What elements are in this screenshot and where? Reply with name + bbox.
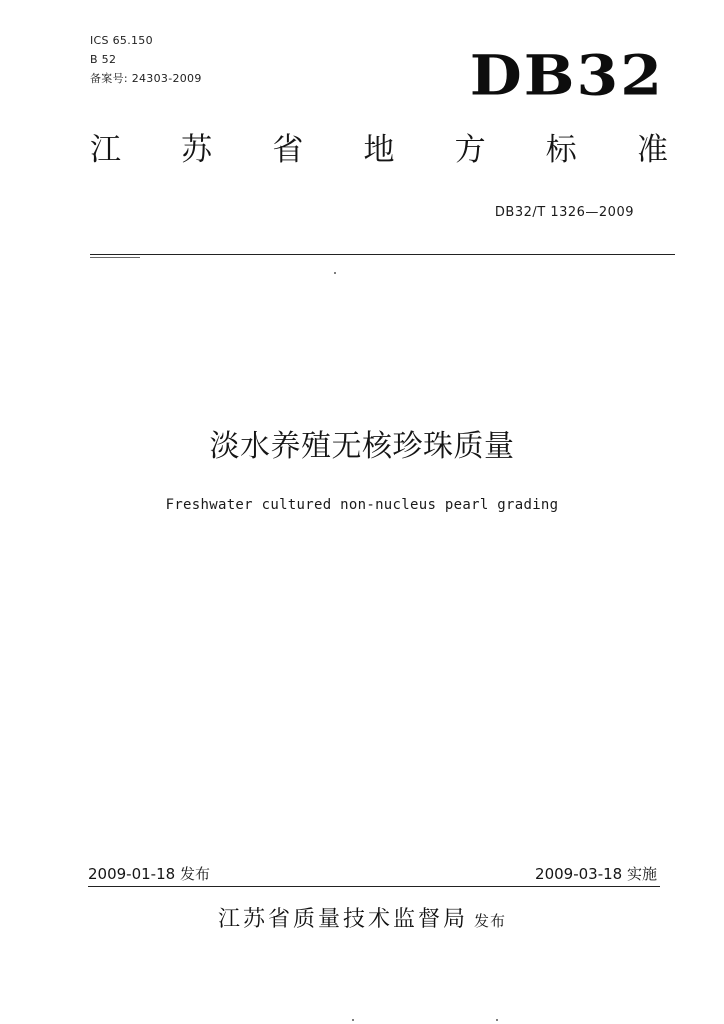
standard-type-char: 地 <box>363 132 395 168</box>
standard-type-char: 准 <box>636 132 668 168</box>
top-divider <box>90 254 675 255</box>
filing-number: 备案号: 24303-2009 <box>90 72 202 85</box>
standard-type-heading <box>90 130 668 170</box>
standard-type-char: 省 <box>272 132 304 168</box>
classification-code: B 52 <box>90 53 117 66</box>
standard-type-char: 江 <box>90 132 121 168</box>
issue-date: 2009-01-18 发布 <box>88 865 210 883</box>
top-divider-shadow <box>90 257 140 258</box>
scan-speck <box>352 1019 354 1021</box>
standard-type-char: 方 <box>454 132 486 168</box>
standard-type-char: 标 <box>545 132 577 168</box>
scan-speck <box>496 1019 498 1021</box>
standard-number: DB32/T 1326—2009 <box>494 205 634 220</box>
document-title-chinese: 淡水养殖无核珍珠质量 <box>209 429 515 464</box>
document-title-english: Freshwater cultured non-nucleus pearl grading <box>165 497 559 513</box>
db-logo: DB32 <box>469 44 664 109</box>
bottom-divider <box>88 886 660 887</box>
implementation-date: 2009-03-18 实施 <box>535 865 657 883</box>
ics-code: ICS 65.150 <box>90 34 153 47</box>
scan-speck <box>334 272 336 274</box>
issuer-name: 江苏省质量技术监督局 <box>217 907 468 932</box>
standard-type-char: 苏 <box>181 132 213 168</box>
issuer-block <box>0 905 724 936</box>
issuer-suffix: 发布 <box>474 912 507 930</box>
